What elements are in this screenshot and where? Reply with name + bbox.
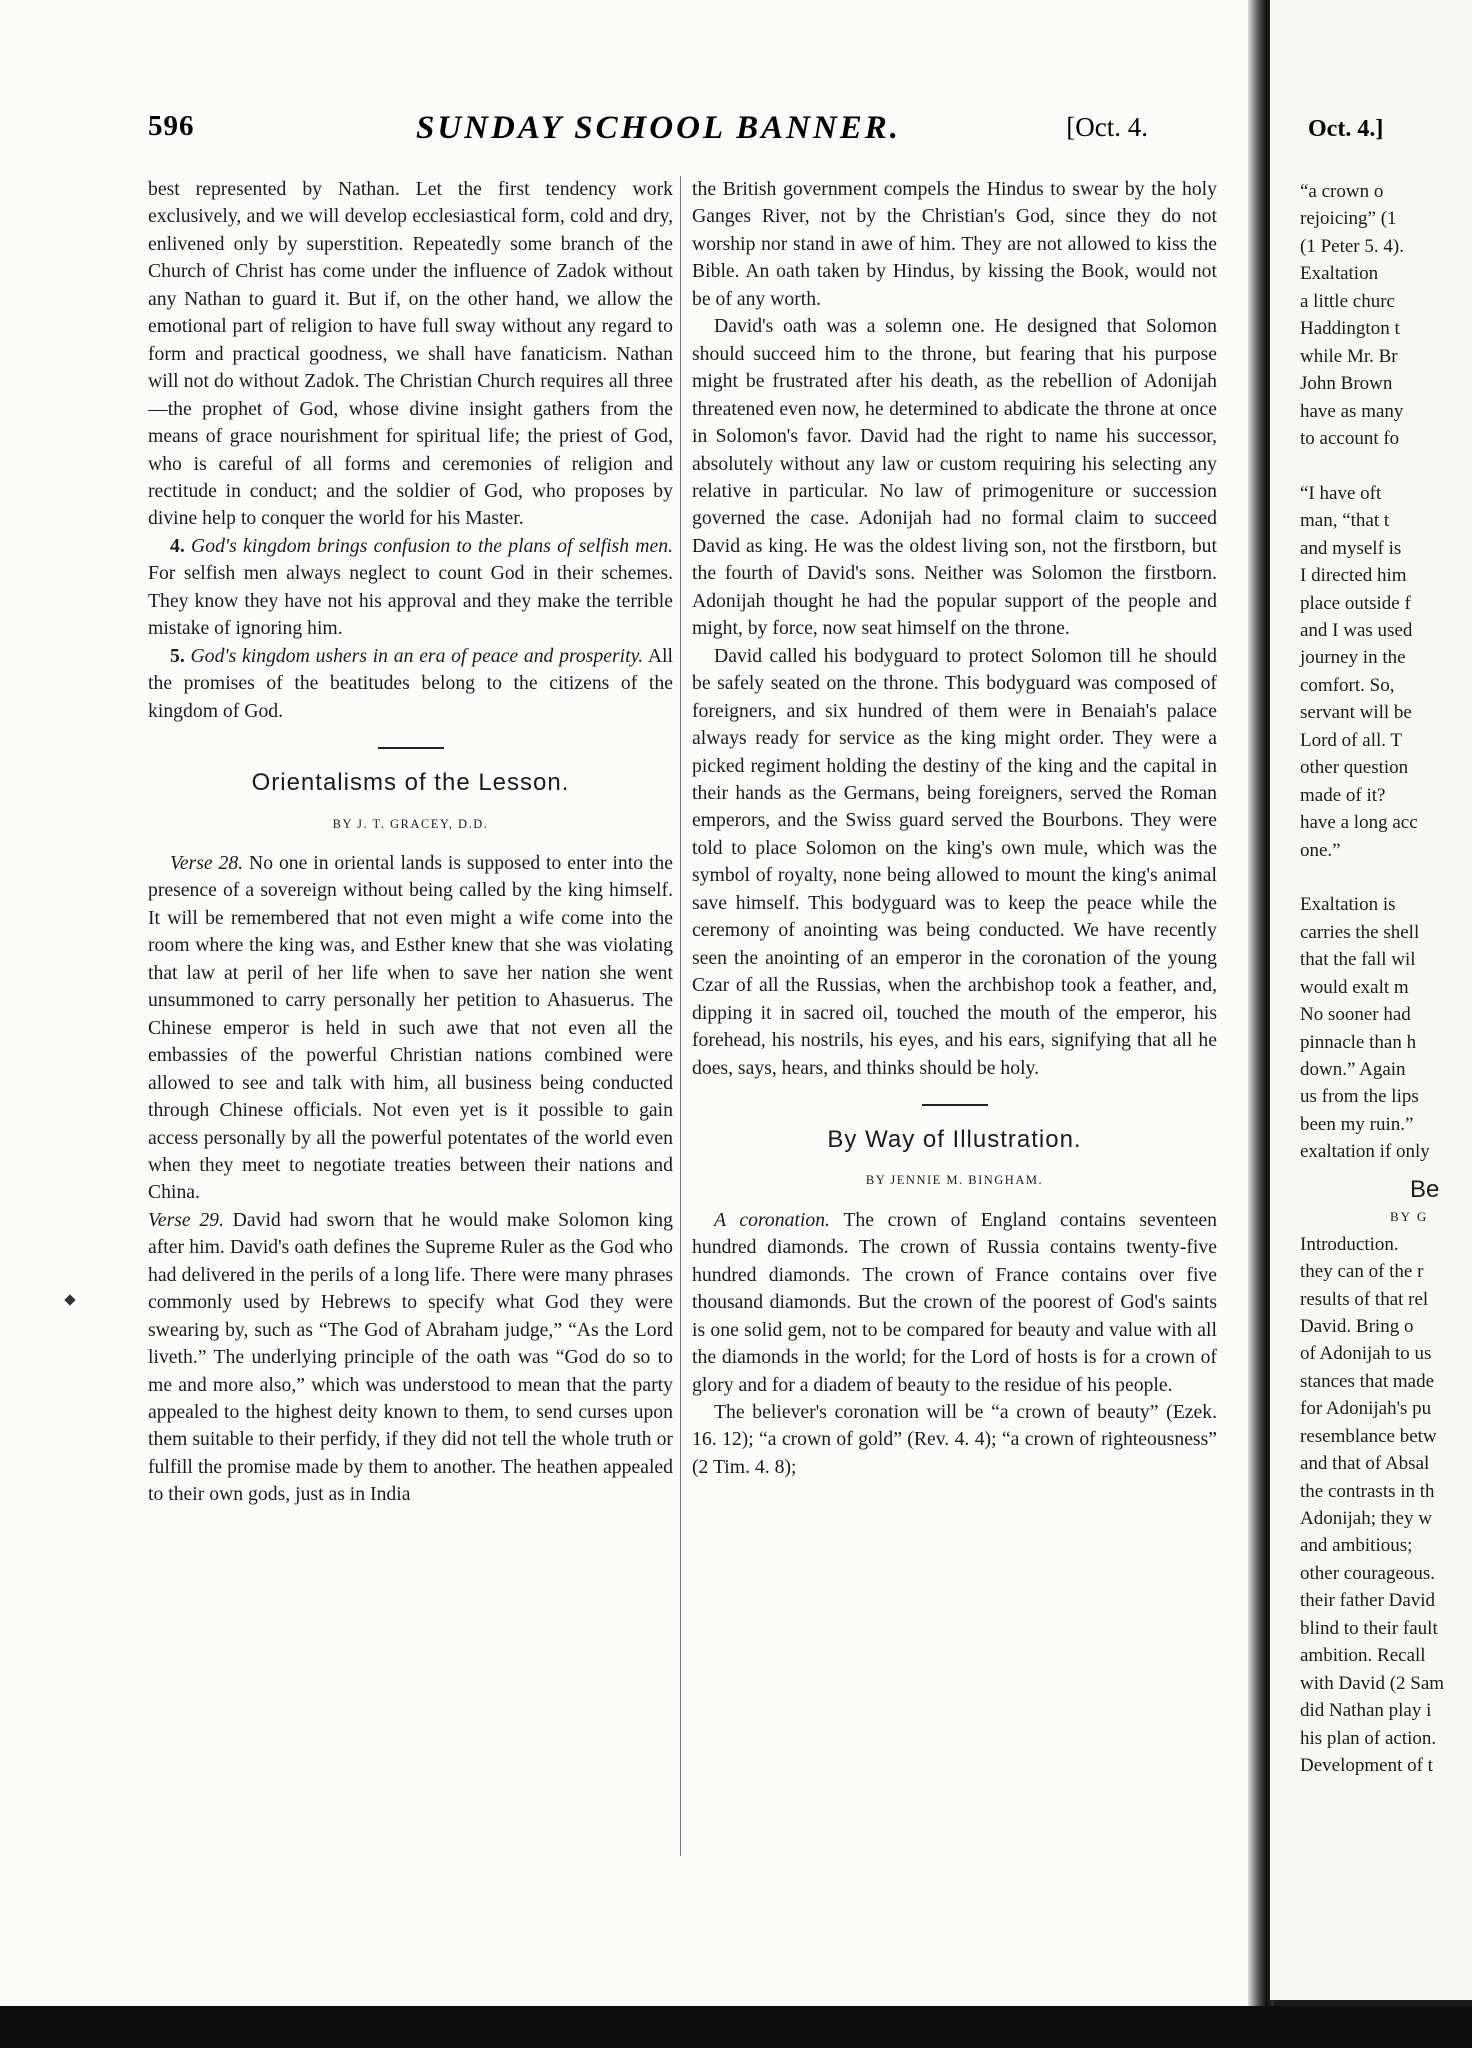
next-page-line: comfort. So, bbox=[1300, 674, 1395, 696]
verse-28-paragraph bbox=[148, 850, 673, 1207]
next-page-line: journey in the bbox=[1300, 647, 1406, 669]
section-divider bbox=[922, 1104, 988, 1106]
byline-gracey: BY J. T. GRACEY, D.D. bbox=[332, 816, 489, 831]
next-page-line: John Brown bbox=[1300, 373, 1393, 395]
section-title-orientalisms: Orientalisms of the Lesson. bbox=[251, 769, 570, 797]
next-page-line: for Adonijah's pu bbox=[1300, 1398, 1432, 1420]
next-page-line: David. Bring o bbox=[1300, 1315, 1414, 1337]
next-page-line: and ambitious; bbox=[1300, 1535, 1413, 1557]
next-page-line: one.” bbox=[1300, 839, 1341, 861]
next-page-line: a little churc bbox=[1300, 290, 1395, 312]
next-page-line: other question bbox=[1300, 757, 1409, 779]
next-page-line: “I have oft bbox=[1300, 482, 1382, 504]
next-page-line: and I was used bbox=[1300, 620, 1413, 641]
next-page-line: exaltation if only bbox=[1300, 1141, 1430, 1163]
point-4 bbox=[148, 533, 673, 643]
next-page-line: blind to their fault bbox=[1300, 1617, 1438, 1639]
verse-29-text: David had sworn that he would make Solomon king after him. David's oath defines the Supreme Ruler as the God who had delivered in the perils of a long life. There were many phrases commonly used by Hebrews to specify what God they were swearing by, such as “The God of Abraham judge,” “As the Lord liveth.” The underlying principle of the oath was “God do so to me and more also,” which was understood to mean that the party appealed to the highest deity known to them, to send curses upon them suitable to their perfidy, if they did not tell the whole truth or fulfill the promise made by them to another. The heathen appealed to their own gods, just as in India bbox=[148, 1208, 673, 1506]
point-4-number: 4. bbox=[170, 534, 185, 557]
next-page-line: Adonijah; they w bbox=[1300, 1508, 1432, 1529]
next-page-line: down.” Again bbox=[1300, 1059, 1406, 1080]
next-page-line: while Mr. Br bbox=[1300, 345, 1398, 367]
right-page-edge bbox=[1270, 0, 1472, 2000]
next-page-line bbox=[1300, 864, 1472, 891]
running-head bbox=[148, 110, 1148, 150]
coronation-text: The crown of England contains seventeen hundred diamonds. The crown of Russia contains twenty-five hundred diamonds. The crown of France contains over five thousand diamonds. But the crown of the poorest of God's saints is one solid gem, not to be compared for beauty and value with all the diamonds in the world; for the Lord of hosts is for a crown of glory and for a diadem of beauty to the residue of his people. bbox=[692, 1208, 1217, 1396]
verse-29-label: Verse 29. bbox=[148, 1208, 224, 1231]
next-page-line: have as many bbox=[1300, 400, 1404, 422]
point-4-text: For selfish men always neglect to count God in their schemes. They know they have not his approval and they make the terrible mistake of ignoring him. bbox=[148, 562, 673, 640]
next-page-line: carries the shell bbox=[1300, 921, 1420, 943]
bodyguard-paragraph: David called his bodyguard to protect Solomon till he should be safely seated on the throne. This bodyguard was composed of foreigners, and six hundred of them were in Benaiah's palace always ready for service as the king might order. They were a picked regiment holding the destiny of the king and the capital in their hands as the Germans, being foreigners, served the Roman emperors, and the Swiss guard served the Bourbons. They were told to place Solomon on the king's own mule, which was the symbol of royalty, none being allowed to mount the king's animal save himself. This bodyguard was to keep the peace while the ceremony of anointing was being conducted. We have recently seen the anointing of an emperor in the coronation of the young Czar of all the Russias, when the archbishop took a feather, and, dipping it in sacred oil, touched the mouth of the emperor, his forehead, his nostrils, his eyes, and his ears, signifying that all he does, says, hears, and thinks should be holy. bbox=[692, 644, 1217, 1079]
point-5-heading: God's kingdom ushers in an era of peace and prosperity. bbox=[190, 644, 644, 667]
next-page-line: to account fo bbox=[1300, 427, 1400, 449]
point-5-number: 5. bbox=[170, 644, 185, 667]
next-page-byline-fragment: BY G bbox=[1390, 1209, 1429, 1225]
point-4-heading: God's kingdom brings confusion to the plans of selfish men. bbox=[191, 534, 674, 557]
point-5-text: All the promises of the beatitudes belong to the citizens of the kingdom of God. bbox=[148, 644, 673, 722]
next-page-line: and that of Absal bbox=[1300, 1453, 1430, 1475]
right-column bbox=[692, 176, 1217, 1481]
next-page-line: that the fall wil bbox=[1300, 949, 1416, 971]
byline-bingham: BY JENNIE M. BINGHAM. bbox=[865, 1173, 1044, 1188]
coronation-paragraph bbox=[692, 1207, 1217, 1399]
verse-28-text: No one in oriental lands is supposed to enter into the presence of a sovereign without being called by the king himself. It will be remembered that not even might a wife come into the room where the king was, and Esther knew that she was violating that law at peril of her life when to save her nation she went unsummoned to carry personally her petition to Ahasuerus. The Chinese emperor is held in such awe that not even all the embassies of the powerful Christian nations combined were allowed to see and talk with him, all business being conducted through Chinese officials. Not even yet is it possible to gain access personally by all the powerful potentates of the world even when they meet to negotiate treaties between their nations and China. bbox=[148, 851, 673, 1204]
verse-28-label: Verse 28. bbox=[170, 851, 244, 874]
next-page-heading-fragment: Be bbox=[1410, 1175, 1440, 1203]
next-page-line: “a crown o bbox=[1300, 181, 1384, 202]
journal-title: SUNDAY SCHOOL BANNER. bbox=[416, 110, 902, 146]
next-page-line: man, “that t bbox=[1300, 510, 1390, 532]
section-divider bbox=[378, 747, 444, 749]
davids-oath-paragraph: David's oath was a solemn one. He designed that Solomon should succeed him to the throne, but fearing that his purpose might be frustrated after his death, as the rebellion of Adonijah threatened even now, he determined to abdicate the throne at once in Solomon's favor. David had the right to name his successor, absolutely without any law or custom requiring his selecting any relative in particular. No law of primogeniture or succession governed the case. Adonijah had no formal claim to succeed David as king. He was the oldest living son, not the firstborn, but the fourth of David's sons. Neither was Solomon the firstborn. Adonijah thought he had the popular support of the people and might, by force, now seat himself on the throne. bbox=[692, 315, 1217, 640]
next-page-line: of Adonijah to us bbox=[1300, 1343, 1432, 1365]
next-page-line: I directed him bbox=[1300, 565, 1407, 587]
next-page-line: place outside f bbox=[1300, 592, 1411, 614]
margin-mark bbox=[64, 1294, 75, 1305]
coronation-label: A coronation. bbox=[714, 1208, 830, 1231]
next-page-date: Oct. 4.] bbox=[1308, 116, 1384, 142]
column-divider bbox=[680, 176, 681, 1856]
issue-date: [Oct. 4. bbox=[1066, 112, 1148, 142]
next-page-line: his plan of action. bbox=[1300, 1727, 1437, 1749]
section-title-illustration: By Way of Illustration. bbox=[827, 1125, 1082, 1153]
next-page-line: stances that made bbox=[1300, 1370, 1435, 1392]
next-page-line: servant will be bbox=[1300, 702, 1412, 724]
next-page-line: resemblance betw bbox=[1300, 1425, 1437, 1447]
next-page-line: Haddington t bbox=[1300, 318, 1400, 340]
next-page-line: other courageous. bbox=[1300, 1562, 1436, 1584]
next-page-line: been my ruin.” bbox=[1300, 1113, 1414, 1135]
next-page-line: Lord of all. T bbox=[1300, 729, 1403, 751]
next-page-line: rejoicing” (1 bbox=[1300, 208, 1397, 230]
next-page-line: their father David bbox=[1300, 1590, 1436, 1612]
next-page-line: would exalt m bbox=[1300, 976, 1409, 998]
next-page-line: pinnacle than h bbox=[1300, 1031, 1417, 1053]
verse-29-paragraph bbox=[148, 1207, 673, 1509]
next-page-line: with David (2 Sam bbox=[1300, 1672, 1445, 1694]
hindus-paragraph: the British government compels the Hindus to swear by the holy Ganges River, not by the Christian's God, since they do not worship nor stand in awe of him. They are not allowed to kiss the Bible. An oath taken by Hindus, by kissing the Book, would not be of any worth. bbox=[692, 178, 1217, 310]
left-column bbox=[148, 176, 673, 1509]
next-page-line: us from the lips bbox=[1300, 1086, 1419, 1108]
next-page-line: the contrasts in th bbox=[1300, 1480, 1435, 1502]
next-page-line: Development of t bbox=[1300, 1754, 1433, 1776]
scan-bottom-edge bbox=[0, 2006, 1472, 2048]
point-5 bbox=[148, 643, 673, 725]
next-page-line: (1 Peter 5. 4). bbox=[1300, 235, 1404, 257]
next-page-line: ambition. Recall bbox=[1300, 1645, 1426, 1667]
next-page-line: Introduction. bbox=[1300, 1233, 1399, 1255]
next-page-line: did Nathan play i bbox=[1300, 1700, 1432, 1722]
page-number: 596 bbox=[148, 110, 195, 142]
next-page-line bbox=[1300, 452, 1472, 479]
next-page-line: made of it? bbox=[1300, 784, 1386, 806]
next-page-line: Exaltation bbox=[1300, 263, 1379, 285]
intro-paragraph: best represented by Nathan. Let the first tendency work exclusively, and we will develop ecclesiastical form, cold and dry, enlivened only by superstition. Repeatedly some branch of the Church of Christ has come under the influence of Zadok without any Nathan to guard it. But if, on the other hand, we allow the emotional part of religion to have full sway without any regard to form and practical goodness, we shall have fanaticism. Nathan will not do without Zadok. The Christian Church requires all three—the prophet of God, whose divine insight gathers from the means of grace nourishment for spiritual life; the priest of God, who is careful of all forms and ceremonies of religion and rectitude in conduct; and the soldier of God, who proposes by divine help to conquer the world for his Master. bbox=[148, 178, 673, 530]
next-page-line: Exaltation is bbox=[1300, 894, 1396, 916]
next-page-line: No sooner had bbox=[1300, 1004, 1411, 1026]
next-page-line: results of that rel bbox=[1300, 1288, 1429, 1310]
next-page-line: have a long acc bbox=[1300, 812, 1418, 834]
believer-paragraph: The believer's coronation will be “a crown of beauty” (Ezek. 16. 12); “a crown of gold” (Rev. 4. 4); “a crown of righteousness” (2 Tim. 4. 8); bbox=[692, 1401, 1217, 1478]
next-page-text bbox=[1300, 178, 1472, 1779]
next-page-line: they can of the r bbox=[1300, 1261, 1424, 1283]
next-page-line: and myself is bbox=[1300, 537, 1402, 559]
